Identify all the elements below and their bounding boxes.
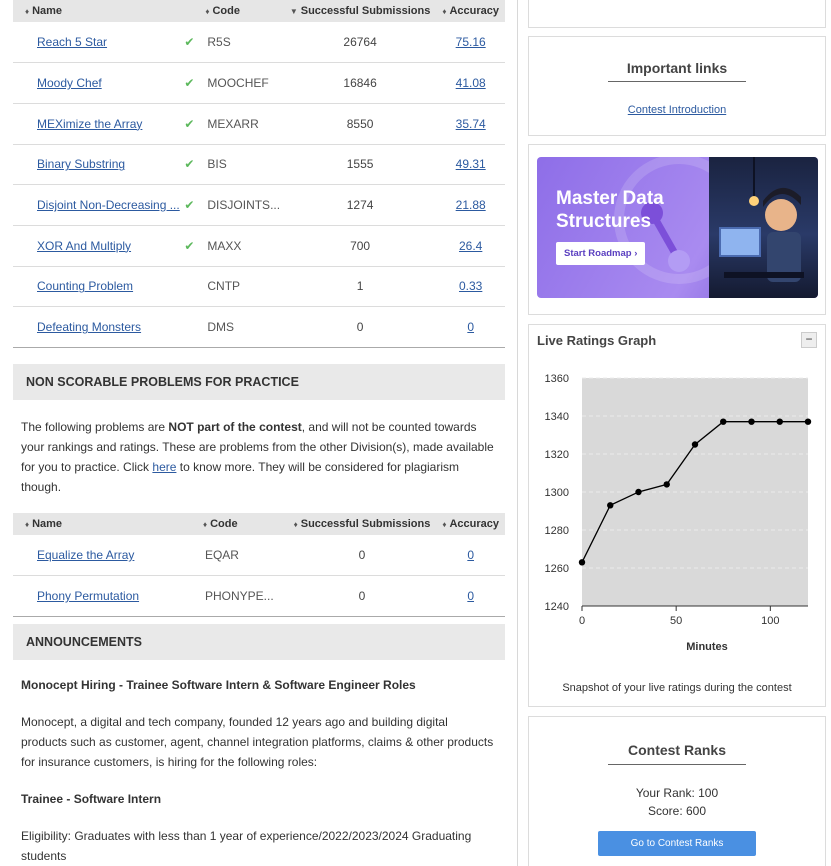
problem-name-cell: [13, 185, 182, 226]
title-underline: [608, 81, 746, 82]
accuracy-cell: [436, 576, 505, 617]
rating-point[interactable]: [805, 419, 811, 425]
problem-name-cell: [13, 225, 182, 266]
contest-ranks-title: Contest Ranks: [627, 742, 727, 758]
accuracy-link[interactable]: 35.74: [455, 116, 486, 131]
sort-icon[interactable]: ♦: [25, 520, 30, 529]
rating-point[interactable]: [607, 502, 613, 508]
table-row[interactable]: [13, 103, 505, 144]
solved-check-cell: [171, 576, 195, 617]
successful-submissions: 0: [288, 535, 437, 576]
problem-code: MAXX: [197, 225, 283, 266]
col-accuracy-header[interactable]: ♦ Accuracy: [436, 0, 505, 22]
solved-check-icon: ✔: [182, 185, 198, 226]
top-card: [528, 0, 826, 28]
table-row[interactable]: [13, 307, 505, 348]
accuracy-cell: [436, 266, 505, 307]
chart-caption: Snapshot of your live ratings during the contest: [562, 682, 792, 694]
problem-name-cell: [13, 576, 171, 617]
rating-point[interactable]: [579, 559, 585, 565]
accuracy-link[interactable]: 75.16: [455, 35, 486, 50]
non-scorable-table: [13, 513, 505, 617]
announcements-section: [13, 624, 505, 866]
problem-link[interactable]: Counting Problem: [37, 279, 134, 294]
accuracy-cell: [436, 144, 505, 185]
table-row[interactable]: [13, 185, 505, 226]
accuracy-cell: [436, 22, 505, 63]
start-roadmap-button[interactable]: Start Roadmap ›: [556, 242, 645, 265]
y-tick-label: 1260: [544, 563, 569, 575]
contest-ranks-card: [528, 716, 826, 866]
live-ratings-title: Live Ratings Graph: [537, 333, 657, 348]
non-scorable-heading: NON SCORABLE PROBLEMS FOR PRACTICE: [13, 364, 505, 400]
x-tick-label: 100: [761, 615, 780, 627]
accuracy-cell: [436, 63, 505, 104]
successful-submissions: 0: [284, 307, 437, 348]
col-name-header[interactable]: ♦ Name: [13, 0, 182, 22]
table-row[interactable]: [13, 266, 505, 307]
accuracy-cell: [436, 225, 505, 266]
important-links-title: Important links: [626, 60, 728, 76]
chevron-right-icon: ›: [634, 248, 638, 259]
problem-link[interactable]: Phony Permutation: [37, 589, 140, 604]
problem-code: DISJOINTS...: [197, 185, 283, 226]
problem-link[interactable]: MEXimize the Array: [37, 116, 143, 131]
sort-icon[interactable]: ♦: [202, 520, 208, 529]
non-scorable-description: The following problems are NOT part of the contest, and will not be counted towards your rankings and ratings. These are problems from the other Division(s), made available for you to practice. Click here to know more. They will be considered for plagiarism though.: [21, 420, 494, 494]
important-links-card: [528, 36, 826, 136]
non-scorable-header-row: [13, 513, 505, 535]
table-row[interactable]: [13, 535, 505, 576]
problem-code: MOOCHEF: [197, 63, 283, 104]
sort-icon[interactable]: ♦: [293, 520, 298, 529]
successful-submissions: 1555: [284, 144, 437, 185]
contest-introduction-link[interactable]: Contest Introduction: [627, 104, 727, 116]
successful-submissions: 16846: [284, 63, 437, 104]
problem-code: BIS: [197, 144, 283, 185]
sort-icon[interactable]: ♦: [442, 7, 447, 16]
accuracy-link[interactable]: 26.4: [458, 238, 483, 253]
solved-check-icon: ✔: [182, 225, 198, 266]
accuracy-cell: [436, 307, 505, 348]
rank-info: [529, 784, 825, 820]
col-name-header[interactable]: ♦ Name: [13, 513, 171, 535]
problem-code: R5S: [197, 22, 283, 63]
table-row[interactable]: [13, 144, 505, 185]
banner-card: [528, 144, 826, 315]
y-tick-label: 1280: [544, 525, 569, 537]
problem-link[interactable]: Moody Chef: [37, 76, 102, 91]
solved-check-icon: ✔: [182, 103, 198, 144]
sort-down-icon[interactable]: ▼: [289, 7, 298, 16]
live-ratings-card: [528, 324, 826, 707]
solved-check-icon: [182, 307, 198, 348]
y-tick-label: 1320: [544, 449, 569, 461]
accuracy-link[interactable]: 41.08: [455, 76, 486, 91]
accuracy-link[interactable]: 0: [467, 320, 475, 335]
rating-point[interactable]: [635, 489, 641, 495]
successful-submissions: 8550: [284, 103, 437, 144]
announcement-title: Monocept Hiring - Trainee Software Intern & Software Engineer Roles: [21, 678, 416, 692]
here-link[interactable]: here: [152, 460, 177, 474]
ratings-chart: [529, 365, 825, 685]
score: Score: 600: [647, 804, 707, 818]
col-accuracy-header[interactable]: ♦ Accuracy: [436, 513, 505, 535]
sort-icon[interactable]: ♦: [442, 520, 447, 529]
problem-link[interactable]: Disjoint Non-Decreasing ...: [37, 198, 180, 213]
successful-submissions: 26764: [284, 22, 437, 63]
announcement-body: Monocept, a digital and tech company, founded 12 years ago and building digital products such as customer, agent, channel integration platforms, claims & other products for insurance customers, is hiring for the following roles:: [21, 715, 494, 769]
accuracy-link[interactable]: 0.33: [458, 279, 483, 294]
announcement-role: Trainee - Software Intern: [21, 792, 162, 806]
y-tick-label: 1340: [544, 411, 569, 423]
col-code-header[interactable]: ♦ Code: [195, 513, 288, 535]
accuracy-link[interactable]: 0: [467, 589, 475, 604]
rating-point[interactable]: [748, 419, 754, 425]
problem-link[interactable]: Reach 5 Star: [37, 35, 108, 50]
y-tick-label: 1300: [544, 487, 569, 499]
problem-name-cell: [13, 63, 182, 104]
problems-header-row: [13, 0, 505, 22]
rating-point[interactable]: [777, 419, 783, 425]
problem-name-cell: [13, 535, 171, 576]
rating-point[interactable]: [692, 441, 698, 447]
rating-point[interactable]: [664, 481, 670, 487]
developer-illustration: [709, 157, 818, 298]
problem-code: DMS: [197, 307, 283, 348]
table-row[interactable]: [13, 63, 505, 104]
accuracy-cell: [436, 103, 505, 144]
y-tick-label: 1360: [544, 373, 569, 385]
accuracy-cell: [436, 535, 505, 576]
non-scorable-section: [13, 364, 505, 617]
col-submissions-header[interactable]: ♦ Successful Submissions: [288, 513, 437, 535]
banner-title: Master Data Structures: [556, 188, 664, 232]
successful-submissions: 700: [284, 225, 437, 266]
table-row[interactable]: [13, 22, 505, 63]
master-data-structures-banner[interactable]: [537, 157, 818, 298]
problem-name-cell: [13, 22, 182, 63]
problem-link[interactable]: Binary Substring: [37, 157, 126, 172]
sort-icon[interactable]: ♦: [25, 7, 30, 16]
successful-submissions: 0: [288, 576, 437, 617]
col-submissions-header[interactable]: ▼ Successful Submissions: [284, 0, 437, 22]
announcements-heading: ANNOUNCEMENTS: [13, 624, 505, 660]
solved-check-icon: ✔: [182, 22, 198, 63]
y-tick-label: 1240: [544, 601, 569, 613]
problem-link[interactable]: Defeating Monsters: [37, 320, 142, 335]
col-code-header[interactable]: ♦ Code: [197, 0, 283, 22]
sort-icon[interactable]: ♦: [205, 7, 210, 16]
problem-link[interactable]: Equalize the Array: [37, 548, 135, 563]
problem-code: PHONYPE...: [195, 576, 288, 617]
x-axis-label: Minutes: [686, 641, 728, 653]
accuracy-link[interactable]: 49.31: [455, 157, 486, 172]
accuracy-link[interactable]: 0: [467, 548, 475, 563]
x-tick-label: 0: [578, 615, 586, 627]
accuracy-cell: [436, 185, 505, 226]
table-row[interactable]: [13, 576, 505, 617]
rating-point[interactable]: [720, 419, 726, 425]
accuracy-link[interactable]: 21.88: [455, 198, 486, 213]
announcement-eligibility: Eligibility: Graduates with less than 1 year of experience/2022/2023/2024 Graduating students: [21, 829, 472, 863]
problem-code: EQAR: [195, 535, 288, 576]
solved-check-icon: [182, 266, 198, 307]
problem-name-cell: [13, 103, 182, 144]
solved-check-icon: ✔: [182, 144, 198, 185]
problems-section: [13, 0, 505, 348]
problem-code: MEXARR: [197, 103, 283, 144]
problem-link[interactable]: XOR And Multiply: [37, 238, 132, 253]
x-tick-label: 50: [670, 615, 683, 627]
solved-check-icon: ✔: [182, 63, 198, 104]
go-to-contest-ranks-button[interactable]: Go to Contest Ranks: [598, 831, 756, 856]
successful-submissions: 1274: [284, 185, 437, 226]
important-links-list: [529, 102, 825, 116]
successful-submissions: 1: [284, 266, 437, 307]
developer-illustration-graphic: [709, 157, 818, 298]
solved-check-cell: [171, 535, 195, 576]
problem-name-cell: [13, 144, 182, 185]
problems-table: [13, 0, 505, 348]
table-row[interactable]: [13, 225, 505, 266]
problem-name-cell: [13, 266, 182, 307]
your-rank: Your Rank: 100: [635, 786, 719, 800]
collapse-button[interactable]: −: [801, 332, 817, 348]
title-underline: [608, 764, 746, 765]
problem-code: CNTP: [197, 266, 283, 307]
problem-name-cell: [13, 307, 182, 348]
